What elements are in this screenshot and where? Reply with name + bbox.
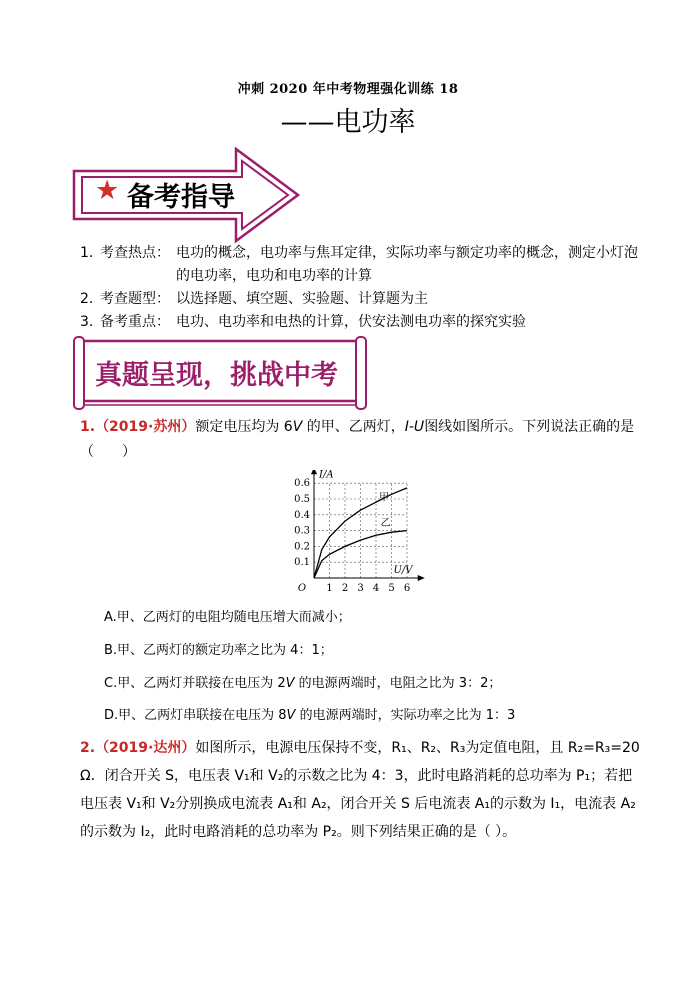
q2-line-4: 的示数为 I₂，此时电路消耗的总功率为 P₂。则下列结果正确的是（ ）。 [80,824,517,840]
guide-item: 2. 考查题型： 以选择题、填空题、实验题、计算题为主 [80,291,428,307]
option-b: B.甲、乙两灯的额定功率之比为 4：1； [104,643,333,658]
question-2 [80,734,660,846]
y-tick-label: 0.1 [294,557,310,569]
question-1: 1.（2019·苏州）额定电压均为 6V 的甲、乙两灯，I-U图线如图所示。下列说法正确的是 （ ） [80,419,635,460]
x-tick-label: 4 [372,583,380,594]
option-d: D.甲、乙两灯串联接在电压为 8V 的电源两端时，实际功率之比为 1：3 [104,708,516,723]
origin-label: O [297,583,307,594]
x-tick-label: 1 [326,583,333,594]
option-a: A.甲、乙两灯的电阻均随电压增大而减小； [104,610,351,625]
guide-item: 3. 备考重点： 电功、电功率和电热的计算，伏安法测电功率的探究实验 [80,314,526,330]
y-tick-label: 0.5 [294,494,310,505]
y-axis-arrow [311,470,317,474]
y-axis-label: I/A [319,470,334,481]
series-label: 甲 [379,492,390,504]
star-icon: ★ [95,175,120,206]
x-tick-label: 6 [403,583,411,594]
x-axis-arrow [418,575,425,581]
guide-item: 1. 考查热点： 电功的概念，电功率与焦耳定律，实际功率与额定功率的概念，测定小灯泡的电功率，电功和电功率的计算 [80,245,638,284]
q2-line-2: Ω．闭合开关 S，电压表 V₁和 V₂的示数之比为 4：3，此时电路消耗的总功率为 P₁；若把 [80,768,633,784]
x-tick-label: 5 [388,583,395,594]
y-tick-label: 0.2 [294,541,310,553]
q2-line-1: 2.（2019·达州）如图所示，电源电压保持不变，R₁、R₂、R₃为定值电阻，且 R₂=R₃=20 [80,740,640,756]
x-tick-label: 2 [341,583,349,594]
guide-list [80,242,640,334]
series-label: 乙 [380,517,391,529]
option-c: C.甲、乙两灯并联接在电压为 2V 的电源两端时，电阻之比为 3：2； [104,676,502,691]
q2-line-3: 电压表 V₁和 V₂分别换成电流表 A₁和 A₂，闭合开关 S 后电流表 A₁的示数为 I₁，电流表 A₂ [80,796,636,812]
section-title-exam: 真题呈现，挑战中考 [95,360,338,391]
doc-title: ——电功率 [280,107,416,138]
y-tick-label: 0.3 [294,525,310,537]
x-tick-label: 3 [357,583,364,594]
section-title-guide: 备考指导 [127,182,235,213]
x-axis-label: U/V [393,565,413,576]
y-tick-label: 0.4 [294,509,310,521]
iu-chart [280,470,450,600]
y-tick-label: 0.6 [294,478,310,490]
doc-header: 冲刺 2020 年中考物理强化训练 18 [237,82,459,97]
